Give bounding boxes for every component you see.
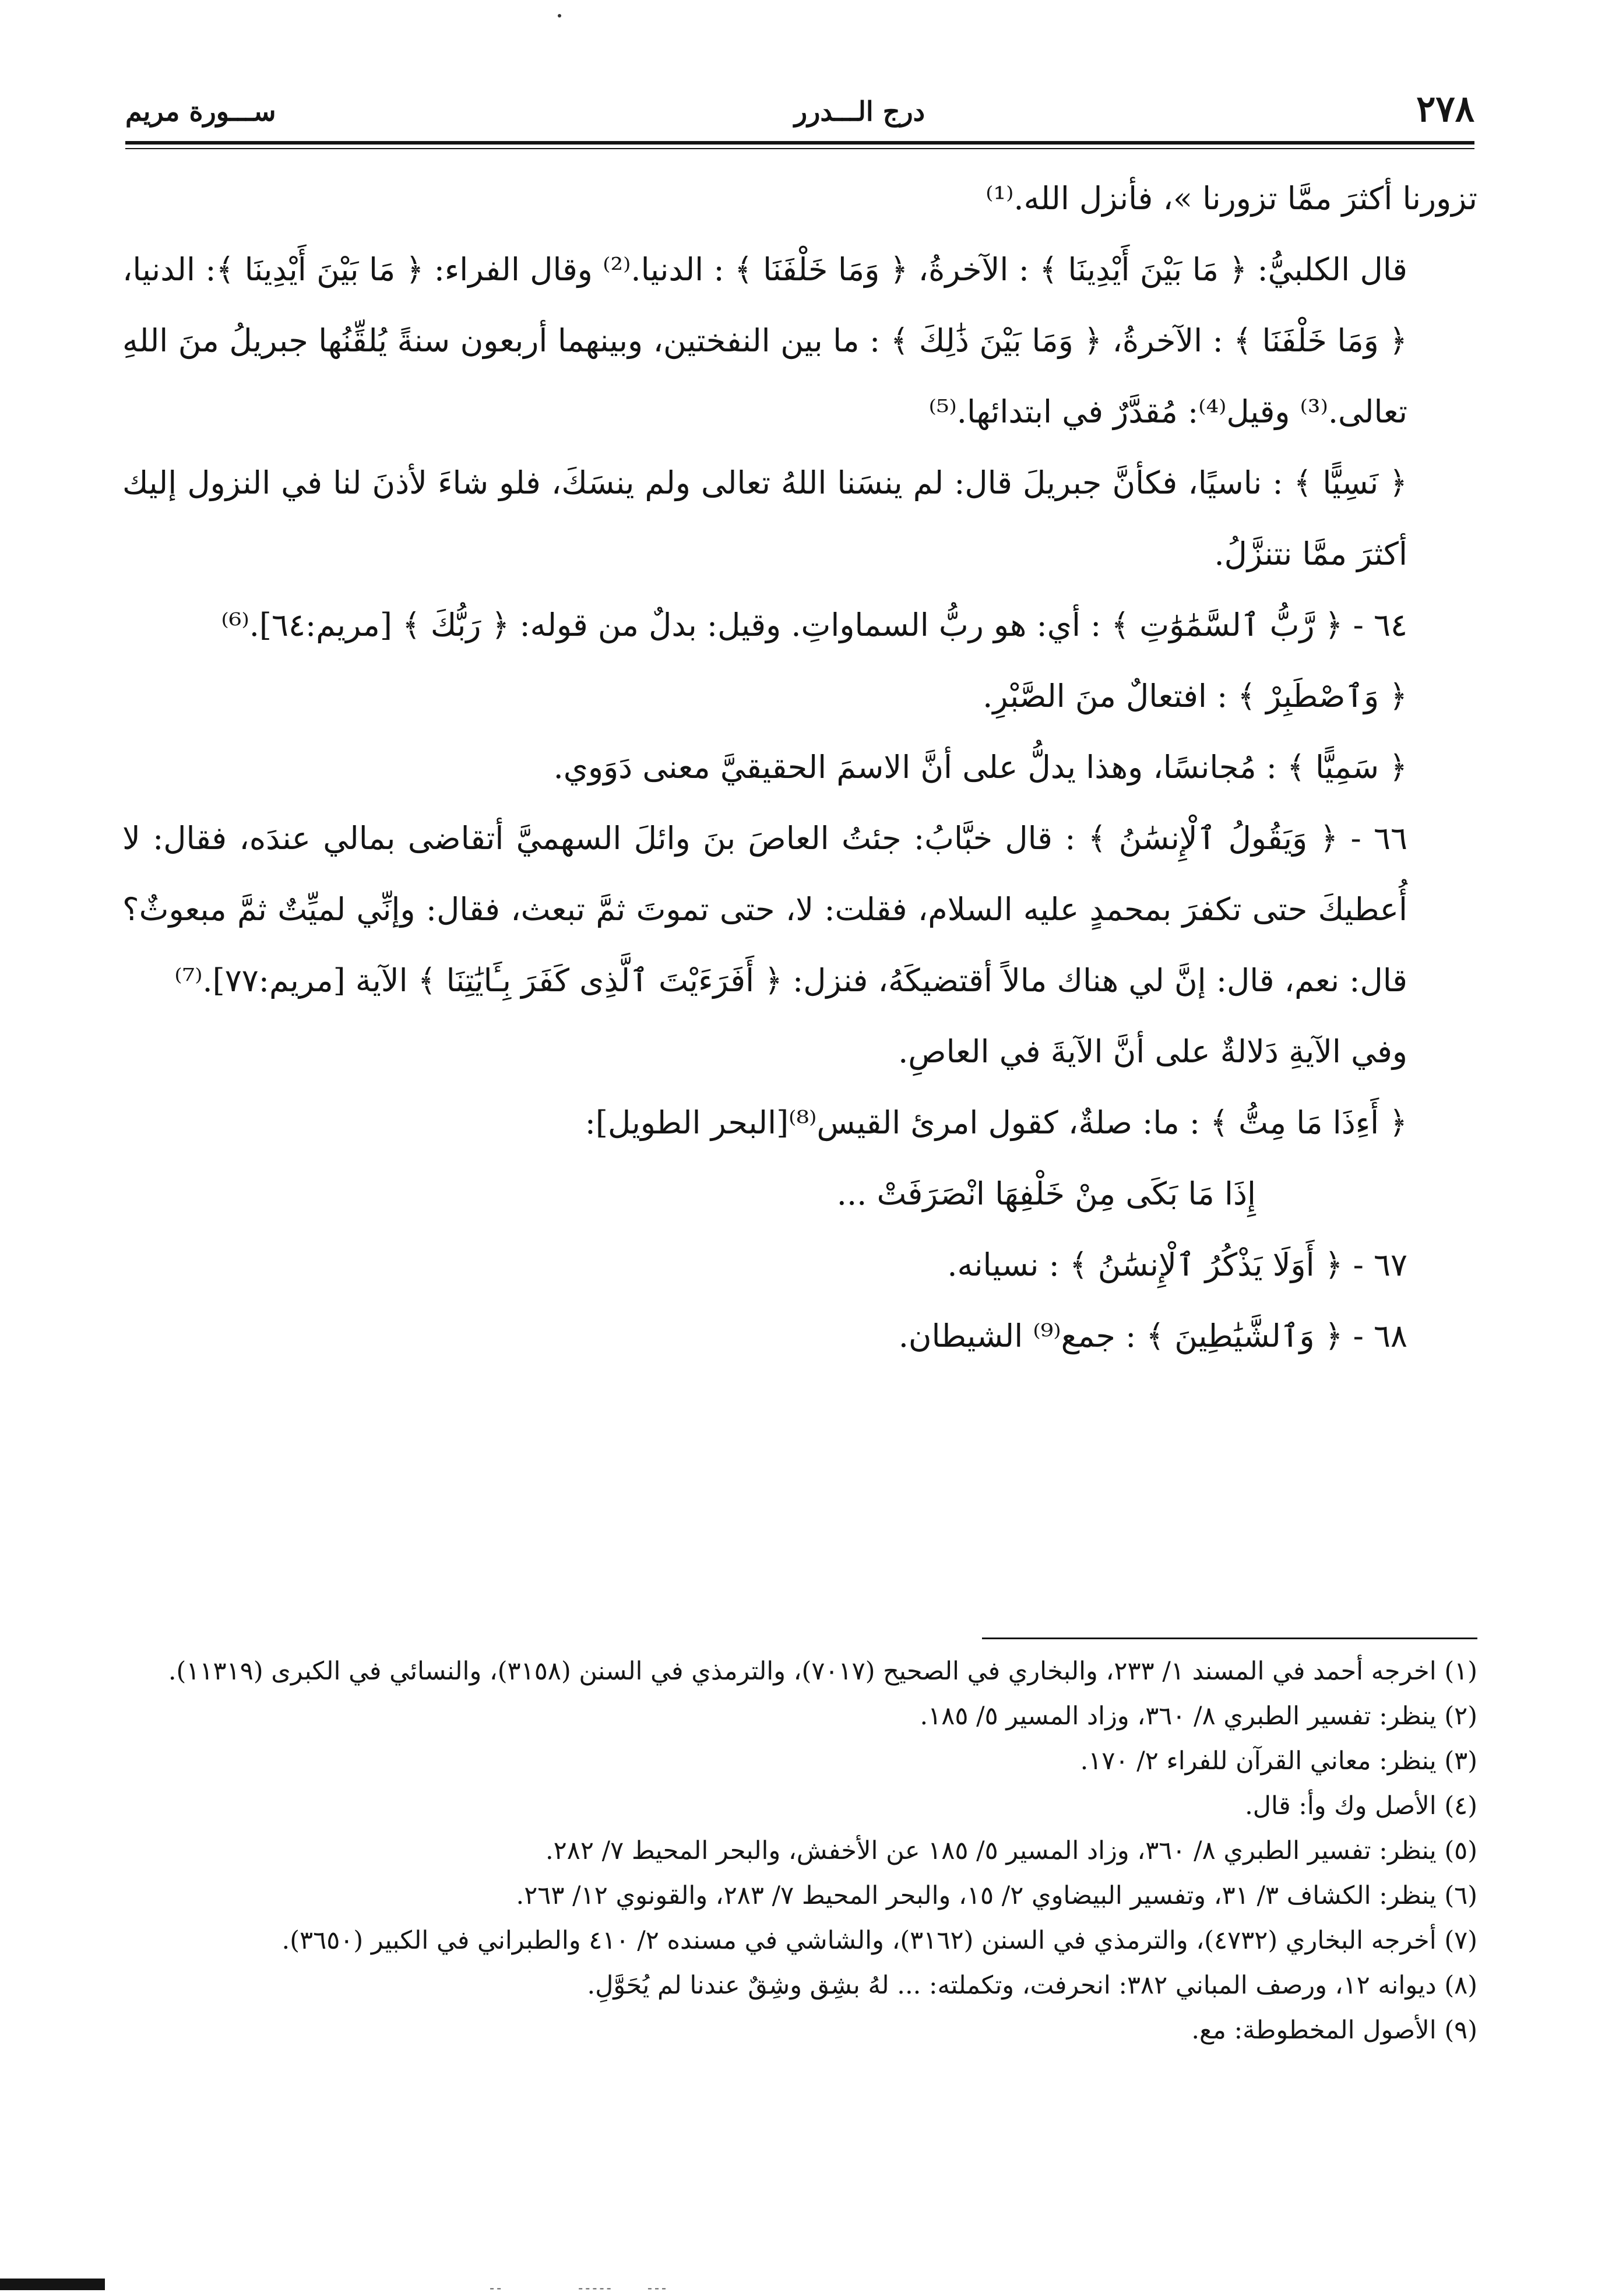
page-number: ٢٧٨ xyxy=(1416,87,1474,130)
paragraph: وفي الآيةِ دَلالةٌ على أنَّ الآيةَ في العاصِ. xyxy=(898,1033,1407,1070)
header-rule xyxy=(125,141,1474,149)
footnote: (٦) ينظر: الكشاف ٣/ ٣١، وتفسير البيضاوي ٢/ ١٥، والبحر المحيط ٧/ ٢٨٣، والقونوي ١٢/ ٢٦٣. xyxy=(516,1881,1477,1910)
footnote: (٨) ديوانه ١٢، ورصف المباني ٣٨٢: انحرفت، وتكملته: ... لهُ بشِق وشِقٌ عندنا لم يُحَوَّلِ. xyxy=(587,1971,1477,2000)
footnote: (١) اخرجه أحمد في المسند ١/ ٢٣٣، والبخاري في الصحيح (٧٠١٧)، والترمذي في السنن (٣١٥٨)، والنسائي في الكبرى (١١٣١٩). xyxy=(168,1657,1477,1686)
book-title: درج الـــدرر xyxy=(794,96,925,127)
paragraph: ﴿ وَٱصْطَبِرْ ﴾ : افتعالٌ منَ الصَّبْرِ. xyxy=(983,678,1407,714)
surah-title: ســـورة مريم xyxy=(125,96,276,127)
footnote: (٩) الأصول المخطوطة: مع. xyxy=(1191,2016,1477,2045)
scan-edge-bar xyxy=(0,2279,105,2290)
paragraph: تزورنا أكثرَ ممَّا تزورنا »، فأنزل الله.⁽¹⁾ xyxy=(985,180,1477,217)
paragraph: ٦٤ - ﴿ رَّبُّ ٱلسَّمَٰوَٰتِ ﴾ : أي: هو ربُّ السماواتِ. وقيل: بدلٌ من قوله: ﴿ رَبُّكَ ﴾ [مريم:٦٤].⁽⁶⁾ xyxy=(221,607,1407,643)
main-text xyxy=(122,163,1477,1372)
footnotes xyxy=(122,1649,1477,2053)
page-header xyxy=(125,87,1474,140)
paragraph: ﴿ سَمِيًّا ﴾ : مُجانسًا، وهذا يدلُّ على أنَّ الاسمَ الحقيقيَّ معنى دَوَوي. xyxy=(553,749,1407,786)
footnote: (٢) ينظر: تفسير الطبري ٨/ ٣٦٠، وزاد المسير ٥/ ١٨٥. xyxy=(920,1702,1477,1731)
scan-dot xyxy=(558,14,561,17)
footnote: (٥) ينظر: تفسير الطبري ٨/ ٣٦٠، وزاد المسير ٥/ ١٨٥ عن الأخفش، والبحر المحيط ٧/ ٢٨٢. xyxy=(545,1836,1477,1865)
paragraph: ﴿ نَسِيًّا ﴾ : ناسيًا، فكأنَّ جبريلَ قال: لم ينسَنا اللهُ تعالى ولم ينسَكَ، فلو شاءَ لأذنَ لنا في النزول إليك أكثرَ ممَّا نتنزَّلُ. xyxy=(122,464,1407,572)
scan-edge-marks: --- ----- -- xyxy=(490,2280,669,2296)
poem-verse: إِذَا مَا بَكَى مِنْ خَلْفِهَا انْصَرَفَتْ ... xyxy=(836,1175,1256,1212)
paragraph: ٦٦ - ﴿ وَيَقُولُ ٱلْإِنسَٰنُ ﴾ : قال خبَّابُ: جئتُ العاصَ بنَ وائلَ السهميَّ أتقاضى بمالي عندَه، فقال: لا أُعطيكَ حتى تكفرَ بمحمدٍ عليه السلام، فقلت: لا، حتى تموتَ ثمَّ تبعث، فقال: وإنِّي لميِّتٌ ثمَّ مبعوثٌ؟ قال: نعم، قال: إنَّ لي هناك مالاً أقتضيكَهُ، فنزل: ﴿ أَفَرَءَيْتَ ٱلَّذِى كَفَرَ بِـَٔايَٰتِنَا ﴾ الآية [مريم:٧٧].⁽⁷⁾ xyxy=(122,820,1407,999)
footnote: (٤) الأصل وك وأ: قال. xyxy=(1245,1791,1477,1820)
paragraph: قال الكلبيُّ: ﴿ مَا بَيْنَ أَيْدِينَا ﴾ : الآخرةُ، ﴿ وَمَا خَلْفَنَا ﴾ : الدنيا.⁽²⁾ وقال الفراء: ﴿ مَا بَيْنَ أَيْدِينَا ﴾: الدنيا، ﴿ وَمَا خَلْفَنَا ﴾ : الآخرةُ، ﴿ وَمَا بَيْنَ ذَٰلِكَ ﴾ : ما بين النفختين، وبينهما أربعون سنةً يُلقِّنُها جبريلُ منَ اللهِ تعالى.⁽³⁾ وقيل⁽⁴⁾: مُقدَّرٌ في ابتدائها.⁽⁵⁾ xyxy=(122,251,1407,430)
footnote: (٣) ينظر: معاني القرآن للفراء ٢/ ١٧٠. xyxy=(1080,1746,1477,1776)
footnote: (٧) أخرجه البخاري (٤٧٣٢)، والترمذي في السنن (٣١٦٢)، والشاشي في مسنده ٢/ ٤١٠ والطبراني في الكبير (٣٦٥٠). xyxy=(281,1926,1477,1955)
paragraph: ﴿ أَءِذَا مَا مِتُّ ﴾ : ما: صلةٌ، كقول امرئ القيس⁽⁸⁾[البحر الطويل]: xyxy=(585,1104,1407,1141)
paragraph: ٦٨ - ﴿ وَٱلشَّيَٰطِينَ ﴾ : جمع⁽⁹⁾ الشيطان. xyxy=(898,1318,1407,1354)
paragraph: ٦٧ - ﴿ أَوَلَا يَذْكُرُ ٱلْإِنسَٰنُ ﴾ : نسيانه. xyxy=(947,1246,1407,1283)
footnote-separator xyxy=(982,1638,1477,1639)
